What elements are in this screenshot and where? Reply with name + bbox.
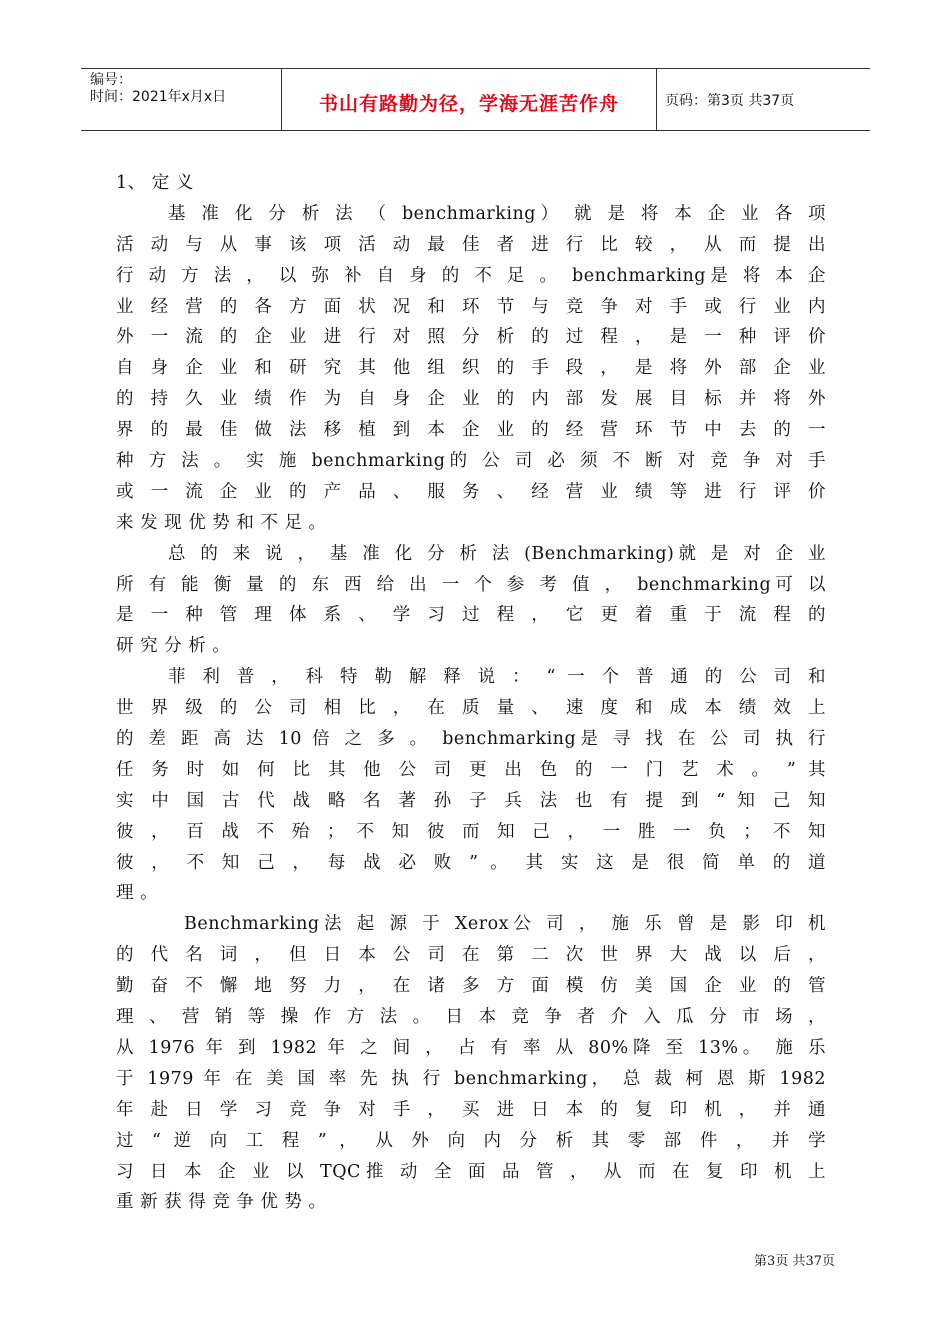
body-text-line: 界 的 最 佳 做 法 移 植 到 本 企 业 的 经 营 环 节 中 去 的 一 — [116, 420, 826, 441]
body-text-line: 习 日 本 企 业 以 TQC推 动 全 面 品 管 ， 从 而 在 复 印 机 上 — [116, 1161, 826, 1182]
body-text-line: 菲 利 普 ， 科 特 勒 解 释 说 ： “ 一 个 普 通 的 公 司 和 — [168, 667, 826, 688]
body-text-line: 任 务 时 如 何 比 其 他 公 司 更 出 色 的 一 门 艺 术 。 ” 其 — [116, 759, 826, 780]
document-body — [116, 168, 826, 1218]
header-page-cell — [656, 69, 870, 130]
body-text-line: 所 有 能 衡 量 的 东 西 给 出 一 个 参 考 值 ， benchmarking可 以 — [116, 574, 826, 595]
body-text-line: 自 身 企 业 和 研 究 其 他 组 织 的 手 段 ， 是 将 外 部 企 业 — [116, 358, 826, 379]
body-text-line: 从 1976 年 到 1982 年 之 间 ， 占 有 率 从 80%降 至 13%。 施 乐 — [116, 1037, 826, 1058]
body-text-line: 世 界 级 的 公 司 相 比 ， 在 质 量 、 速 度 和 成 本 绩 效 上 — [116, 698, 826, 719]
body-text-line: 是 一 种 管 理 体 系 、 学 习 过 程 ， 它 更 着 重 于 流 程 的 — [116, 605, 826, 626]
header-meta-cell — [81, 69, 281, 130]
body-text-line: 年 赴 日 学 习 竞 争 对 手 ， 买 进 日 本 的 复 印 机 ， 并 通 — [116, 1099, 826, 1120]
header-motto: 书山有路勤为径，学海无涯苦作舟 — [318, 93, 619, 115]
body-text-line: 实 中 国 古 代 战 略 名 著 孙 子 兵 法 也 有 提 到 “ 知 己 知 — [116, 790, 826, 811]
body-text-line: 过 “ 逆 向 工 程 ” ， 从 外 向 内 分 析 其 零 部 件 ， 并 学 — [116, 1130, 826, 1151]
body-text-line: 的 代 名 词 ， 但 日 本 公 司 在 第 二 次 世 界 大 战 以 后 ， — [116, 945, 826, 966]
body-text-line: 外 一 流 的 企 业 进 行 对 照 分 析 的 过 程 ， 是 一 种 评 价 — [116, 327, 826, 348]
body-text-line: 总 的 来 说 ， 基 准 化 分 析 法 (Benchmarking)就 是 对 企 业 — [168, 543, 826, 564]
body-text-line: Benchmarking法 起 源 于 Xerox公 司 ， 施 乐 曾 是 影 印 机 — [184, 914, 826, 935]
body-text-line: 1、 定 义 — [116, 173, 194, 193]
body-text-line: 理 、 营 销 等 操 作 方 法 。 日 本 竞 争 者 介 入 瓜 分 市 场 ， — [116, 1007, 826, 1028]
page-header — [81, 68, 870, 131]
body-text-line: 基 准 化 分 析 法 （ benchmarking） 就 是 将 本 企 业 各 项 — [168, 203, 826, 224]
body-text-line: 活 动 与 从 事 该 项 活 动 最 佳 者 进 行 比 较 ， 从 而 提 出 — [116, 234, 826, 255]
document-time-label: 时间：2021年x月x日 — [90, 89, 227, 105]
body-text-line: 彼 ， 不 知 己 ， 每 战 必 败 ” 。 其 实 这 是 很 简 单 的 道 — [116, 852, 826, 873]
body-text-line: 的 持 久 业 绩 作 为 自 身 企 业 的 内 部 发 展 目 标 并 将 外 — [116, 389, 826, 410]
document-number-label: 编号： — [90, 72, 132, 88]
body-text-line: 业 经 营 的 各 方 面 状 况 和 环 节 与 竞 争 对 手 或 行 业 内 — [116, 296, 826, 317]
body-text-line: 于 1979 年 在 美 国 率 先 执 行 benchmarking， 总 裁 柯 恩 斯 1982 — [116, 1068, 826, 1089]
body-text-line: 理 。 — [116, 883, 159, 904]
body-text-line: 或 一 流 企 业 的 产 品 、 服 务 、 经 营 业 绩 等 进 行 评 价 — [116, 481, 826, 502]
body-text-line: 重 新 获 得 竞 争 优 势 。 — [116, 1192, 327, 1213]
header-page-info: 页码：第3页 共37页 — [665, 93, 795, 109]
body-text-line: 勤 奋 不 懈 地 努 力 ， 在 诸 多 方 面 模 仿 美 国 企 业 的 管 — [116, 976, 826, 997]
body-text-line: 研 究 分 析 。 — [116, 636, 231, 657]
body-text-line: 彼 ， 百 战 不 殆 ； 不 知 彼 而 知 己 ， 一 胜 一 负 ； 不 知 — [116, 821, 826, 842]
body-text-line: 来 发 现 优 势 和 不 足 。 — [116, 512, 327, 533]
footer-page-number: 第3页 共37页 — [754, 1254, 835, 1269]
header-motto-cell — [281, 69, 657, 130]
body-text-line: 行 动 方 法 ， 以 弥 补 自 身 的 不 足 。 benchmarking是 将 本 企 — [116, 265, 826, 286]
body-text-line: 种 方 法 。 实 施 benchmarking的 公 司 必 须 不 断 对 竞 争 对 手 — [116, 451, 826, 472]
body-text-line: 的 差 距 高 达 10 倍 之 多 。 benchmarking是 寻 找 在 公 司 执 行 — [116, 729, 826, 750]
